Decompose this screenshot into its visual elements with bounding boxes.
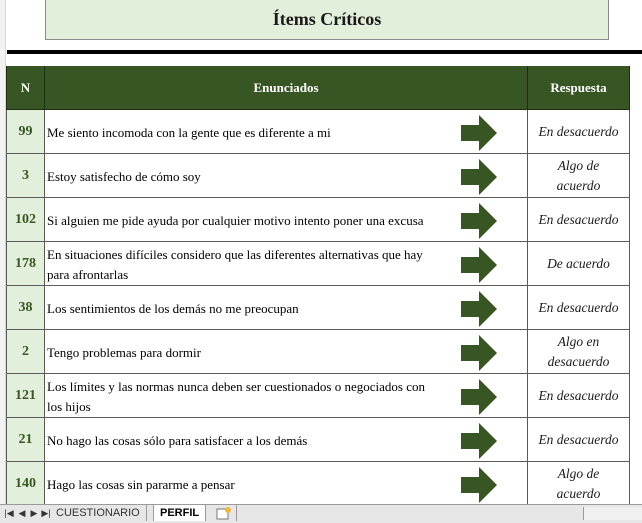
response-text: Algo en desacuerdo: [547, 333, 610, 369]
item-number[interactable]: 38: [6, 286, 45, 330]
right-arrow-icon: [461, 467, 497, 503]
response-cell[interactable]: [528, 286, 630, 330]
header-statements[interactable]: Enunciados: [45, 66, 528, 110]
response-cell[interactable]: [528, 242, 630, 286]
statement-text: Tengo problemas para dormir: [47, 345, 201, 360]
item-number[interactable]: 99: [6, 110, 45, 154]
response-cell[interactable]: [528, 110, 630, 154]
statement-cell[interactable]: [45, 154, 528, 198]
statement-text: Me siento incomoda con la gente que es diferente a mi: [47, 125, 331, 140]
response-cell[interactable]: [528, 154, 630, 198]
statement-text: No hago las cosas sólo para satisfacer a los demás: [47, 433, 308, 448]
right-arrow-icon: [461, 291, 497, 327]
statement-text: Si alguien me pide ayuda por cualquier motivo intento poner una excusa: [47, 213, 424, 228]
item-number[interactable]: 178: [6, 242, 45, 286]
first-sheet-icon[interactable]: |◀: [4, 508, 14, 518]
tab-cuestionario[interactable]: CUESTIONARIO: [50, 505, 147, 521]
last-sheet-icon[interactable]: ▶|: [41, 508, 51, 518]
item-number[interactable]: 21: [6, 418, 45, 462]
insert-sheet-icon[interactable]: [212, 505, 237, 521]
response-text: De acuerdo: [547, 255, 610, 271]
response-text: Algo de acuerdo: [556, 157, 601, 193]
statement-cell[interactable]: [45, 286, 528, 330]
response-text: En desacuerdo: [538, 299, 619, 315]
statement-text: En situaciones difíciles considero que las diferentes alternativas que hay para afrontarlas: [47, 247, 423, 282]
item-number[interactable]: 140: [6, 462, 45, 506]
item-number[interactable]: 102: [6, 198, 45, 242]
right-arrow-icon: [461, 115, 497, 151]
item-number[interactable]: 2: [6, 330, 45, 374]
right-arrow-icon: [461, 203, 497, 239]
response-cell[interactable]: [528, 374, 630, 418]
right-arrow-icon: [461, 159, 497, 195]
statement-cell[interactable]: [45, 110, 528, 154]
prev-sheet-icon[interactable]: ◀: [18, 508, 26, 518]
statement-cell[interactable]: [45, 242, 528, 286]
statement-text: Estoy satisfecho de cómo soy: [47, 169, 201, 184]
statement-cell[interactable]: [45, 330, 528, 374]
response-text: En desacuerdo: [538, 387, 619, 403]
right-arrow-icon: [461, 335, 497, 371]
response-cell[interactable]: [528, 462, 630, 506]
right-arrow-icon: [461, 247, 497, 283]
statement-text: Los sentimientos de los demás no me preocupan: [47, 301, 299, 316]
statement-text: Los límites y las normas nunca deben ser cuestionados o negociados con los hijos: [47, 379, 425, 414]
statement-text: Hago las cosas sin pararme a pensar: [47, 477, 235, 492]
horizontal-scrollbar[interactable]: [583, 507, 642, 520]
tab-perfil[interactable]: PERFIL: [153, 505, 206, 521]
header-n[interactable]: N: [6, 66, 45, 110]
statement-cell[interactable]: [45, 198, 528, 242]
item-number[interactable]: 3: [6, 154, 45, 198]
insert-sheet-graphic-icon: [216, 506, 232, 520]
sheet-tab-bar: [0, 504, 642, 523]
statement-cell[interactable]: [45, 418, 528, 462]
response-text: En desacuerdo: [538, 211, 619, 227]
right-arrow-icon: [461, 423, 497, 459]
response-cell[interactable]: [528, 198, 630, 242]
response-text: En desacuerdo: [538, 123, 619, 139]
response-text: En desacuerdo: [538, 431, 619, 447]
next-sheet-icon[interactable]: ▶: [30, 508, 38, 518]
response-cell[interactable]: [528, 418, 630, 462]
header-response[interactable]: Respuesta: [528, 66, 630, 110]
statement-cell[interactable]: [45, 374, 528, 418]
statement-cell[interactable]: [45, 462, 528, 506]
response-cell[interactable]: [528, 330, 630, 374]
item-number[interactable]: 121: [6, 374, 45, 418]
page-title: Ítems Críticos: [45, 0, 609, 40]
response-text: Algo de acuerdo: [556, 465, 601, 501]
section-divider: [7, 50, 642, 54]
right-arrow-icon: [461, 379, 497, 415]
